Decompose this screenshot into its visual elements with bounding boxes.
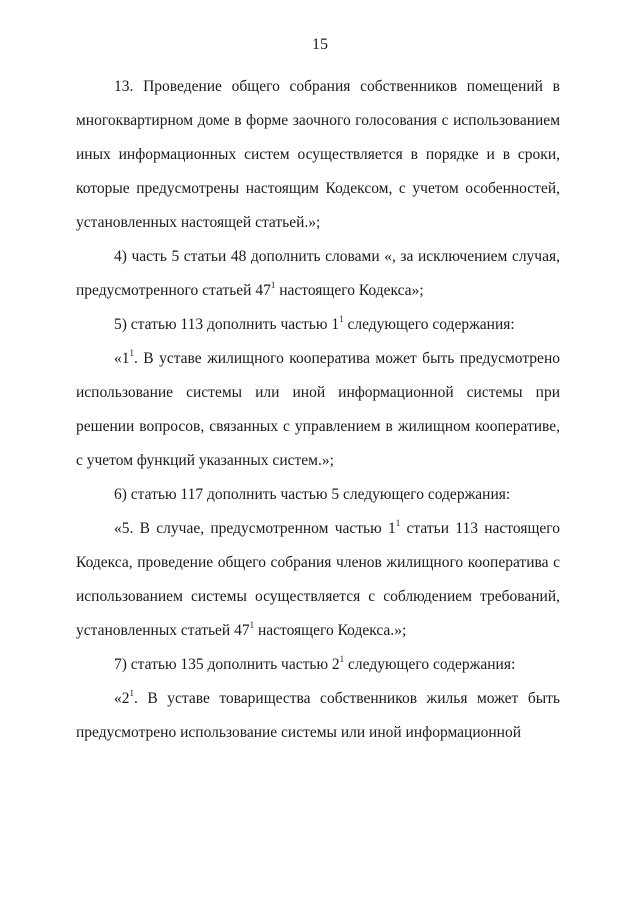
paragraph-text: «2 xyxy=(114,690,130,707)
superscript: 1 xyxy=(129,688,134,698)
paragraph-text: 4) часть 5 статьи 48 дополнить словами «, за исключением случая, предусмотренного статьей 47 xyxy=(76,248,560,299)
paragraph-text: 6) статью 117 дополнить частью 5 следующего содержания: xyxy=(114,486,511,503)
paragraph-text: «5. В случае, предусмотренном частью 1 xyxy=(114,520,396,537)
paragraph xyxy=(76,512,560,648)
paragraph xyxy=(76,648,560,682)
paragraph-text: статьи 113 настоящего Кодекса, проведение общего собрания членов жилищного кооператива с использованием системы осуществляется с соблюдением требований, установленных статьей 47 xyxy=(76,520,560,639)
superscript: 1 xyxy=(395,518,401,528)
paragraph xyxy=(76,682,560,750)
paragraph-text: 7) статью 135 дополнить частью 2 xyxy=(114,656,340,673)
paragraph xyxy=(76,342,560,478)
superscript: 1 xyxy=(339,314,344,324)
paragraph-text: следующего содержания: xyxy=(344,656,516,673)
paragraph xyxy=(76,478,560,512)
page-number: 15 xyxy=(312,36,328,53)
paragraph-text: . В уставе жилищного кооператива может быть предусмотрено использование системы или иной информационной системы при решении вопросов, связанных с управлением в жилищном кооперативе, с учетом функций указанных систем.»; xyxy=(76,350,560,469)
paragraph-text: настоящего Кодекса.»; xyxy=(254,622,407,639)
paragraph-text: 13. Проведение общего собрания собственников помещений в многоквартирном доме в форме заочного голосования с использованием иных информационных систем осуществляется в порядке и в сроки, которые предусмотрены настоящим Кодексом, с учетом особенностей, установленных настоящей статьей.»; xyxy=(76,78,560,231)
superscript: 1 xyxy=(249,620,255,630)
paragraph-text: «1 xyxy=(114,350,130,367)
paragraph xyxy=(76,240,560,308)
paragraph xyxy=(76,308,560,342)
paragraph-text: настоящего Кодекса»; xyxy=(275,282,424,299)
paragraph-text: . В уставе товарищества собственников жилья может быть предусмотрено использование системы или иной информационной xyxy=(76,690,560,741)
paragraph-text: следующего содержания: xyxy=(343,316,515,333)
paragraph xyxy=(76,70,560,240)
paragraph-text: 5) статью 113 дополнить частью 1 xyxy=(114,316,340,333)
superscript: 1 xyxy=(270,280,276,290)
document-body xyxy=(76,70,560,750)
superscript: 1 xyxy=(339,654,345,664)
superscript: 1 xyxy=(129,348,134,358)
